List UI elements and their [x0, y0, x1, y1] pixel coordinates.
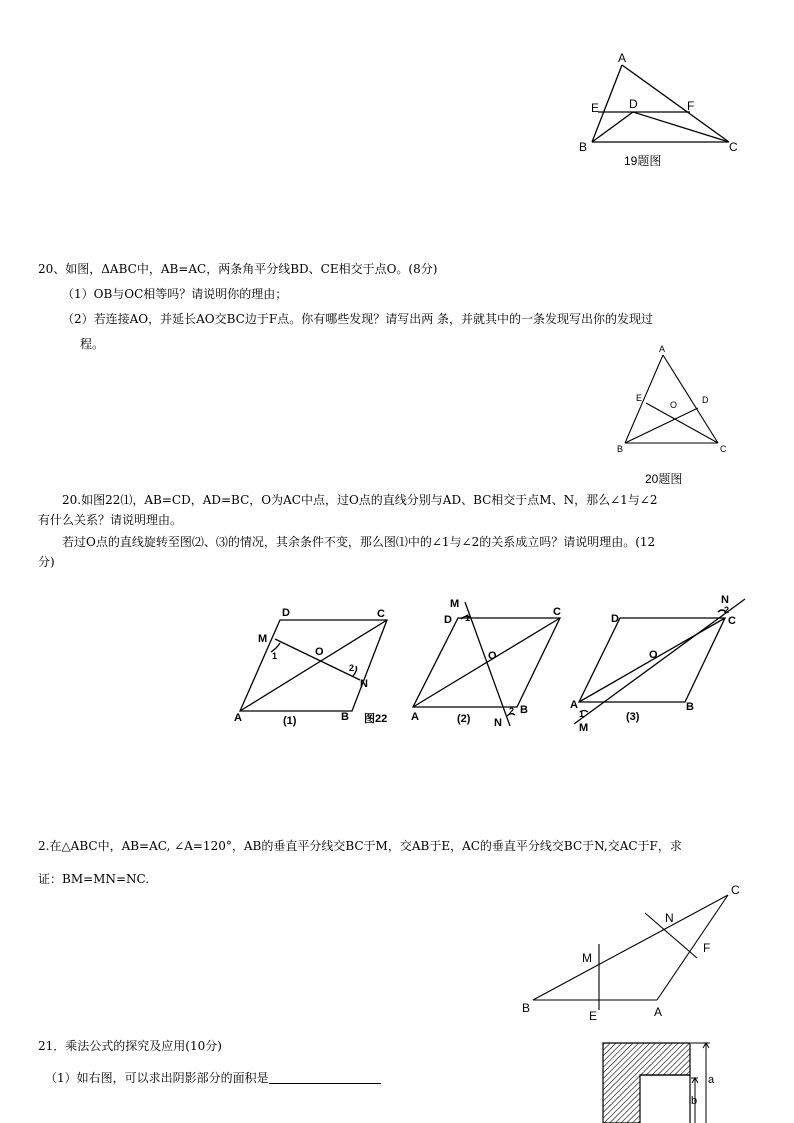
q2-line2: 证：BM=MN=NC. [38, 872, 150, 886]
q20-sub2b: 程。 [80, 337, 105, 351]
fig-q2-label-e: E [589, 1009, 598, 1023]
q21-sub1-text: （1）如右图，可以求出阴影部分的面积是 [45, 1071, 269, 1085]
q21-sub1 [45, 1070, 381, 1086]
fig19-label-a: A [618, 51, 627, 65]
figure-q2 [515, 878, 745, 1024]
q20-line1: 20、如图，ΔABC中，AB=AC，两条角平分线BD、CE相交于点O。(8分) [38, 262, 438, 276]
fig-q2-label-c: C [731, 883, 740, 897]
fig22-1-angle-1: 1 [272, 651, 278, 661]
fig22-1-label-m: M [258, 633, 268, 645]
fig19-label-f: F [687, 99, 695, 113]
fig22-2-label-o: O [488, 650, 497, 662]
fig22-title: 图22 [364, 713, 388, 725]
answer-blank [269, 1071, 381, 1084]
fig20-label-b: B [617, 444, 624, 454]
fig22-3-caption: (3) [626, 711, 640, 723]
q2-line1: 2.在△ABC中，AB=AC, ∠A=120°，AB的垂直平分线交BC于M，交AB于E，AC的垂直平分线交BC于N,交AC于F，求 [38, 839, 682, 853]
fig22-3-angle-1: 1 [579, 709, 585, 719]
fig22-3-label-m: M [579, 722, 589, 734]
q20b-line3: 若过O点的直线旋转至图⑵、⑶的情况，其余条件不变，那么图⑴中的∠1与∠2的关系成立吗？请说明理由。(12 [62, 535, 656, 549]
fig-q2-label-n: N [665, 911, 674, 925]
fig-q2-label-m: M [582, 951, 592, 965]
fig22-3-label-b: B [686, 701, 694, 713]
fig-q2-label-a: A [654, 1005, 663, 1019]
q21-line1: 21．乘法公式的探究及应用(10分) [38, 1039, 222, 1053]
fig22-2-label-m: M [450, 598, 460, 610]
fig22-2-label-c: C [553, 606, 561, 618]
fig20-label-a: A [659, 344, 666, 354]
fig22-1-label-b: B [341, 711, 349, 723]
fig22-2-caption: (2) [457, 713, 471, 725]
fig20-label-c: C [720, 444, 727, 454]
fig22-3-angle-2: 2 [724, 605, 730, 615]
fig-q2-label-f: F [703, 941, 711, 955]
fig19-label-c: C [729, 140, 738, 154]
fig22-1-label-o: O [315, 646, 324, 658]
fig21-label-b: b [691, 1095, 698, 1107]
fig22-2-label-a: A [411, 711, 419, 723]
q20b-line1: 20.如图22⑴，AB=CD，AD=BC，O为AC中点，过O点的直线分别与AD、BC相交于点M、N，那么∠1与∠2 [62, 493, 658, 507]
fig-q2-label-b: B [522, 1001, 531, 1015]
figure-19 [570, 48, 750, 176]
q20-sub2a: （2）若连接AO，并延长AO交BC边于F点。你有哪些发现？请写出两 条，并就其中的一条发现写出你的发现过 [62, 312, 654, 326]
fig22-3-label-c: C [728, 615, 736, 627]
fig22-3-label-d: D [611, 613, 619, 625]
fig22-1-label-c: C [377, 608, 385, 620]
fig22-2-angle-1: 1 [465, 613, 471, 623]
q20b-line4: 分) [38, 555, 55, 569]
fig20-label-o: O [670, 400, 678, 410]
fig19-label-b: B [579, 140, 588, 154]
fig22-2-label-b: B [520, 704, 528, 716]
fig22-1-caption: (1) [283, 715, 297, 727]
fig22-1-label-d: D [282, 607, 290, 619]
fig21-label-a: a [708, 1074, 715, 1086]
fig22-2-angle-2: 2 [509, 706, 515, 716]
fig19-label-d: D [629, 97, 638, 111]
q20-sub1: （1）OB与OC相等吗？请说明你的理由； [62, 287, 288, 301]
fig20-caption: 20题图 [645, 472, 683, 486]
figure-22 [230, 588, 790, 738]
fig22-3-label-o: O [649, 649, 658, 661]
figure-21 [598, 1038, 718, 1123]
fig22-2-label-d: D [444, 614, 452, 626]
fig22-1-label-n: N [360, 678, 368, 690]
figure-20 [605, 340, 745, 490]
fig20-label-e: E [636, 393, 643, 403]
fig22-2-label-n: N [494, 717, 502, 729]
fig22-1-label-a: A [234, 712, 242, 724]
fig22-1-angle-2: 2 [349, 663, 355, 673]
fig19-caption: 19题图 [624, 154, 662, 168]
fig19-label-e: E [591, 101, 600, 115]
fig20-label-d: D [702, 395, 709, 405]
q20b-line2: 有什么关系？请说明理由。 [38, 513, 183, 527]
fig22-3-label-n: N [721, 594, 729, 606]
fig22-3-label-a: A [570, 699, 578, 711]
